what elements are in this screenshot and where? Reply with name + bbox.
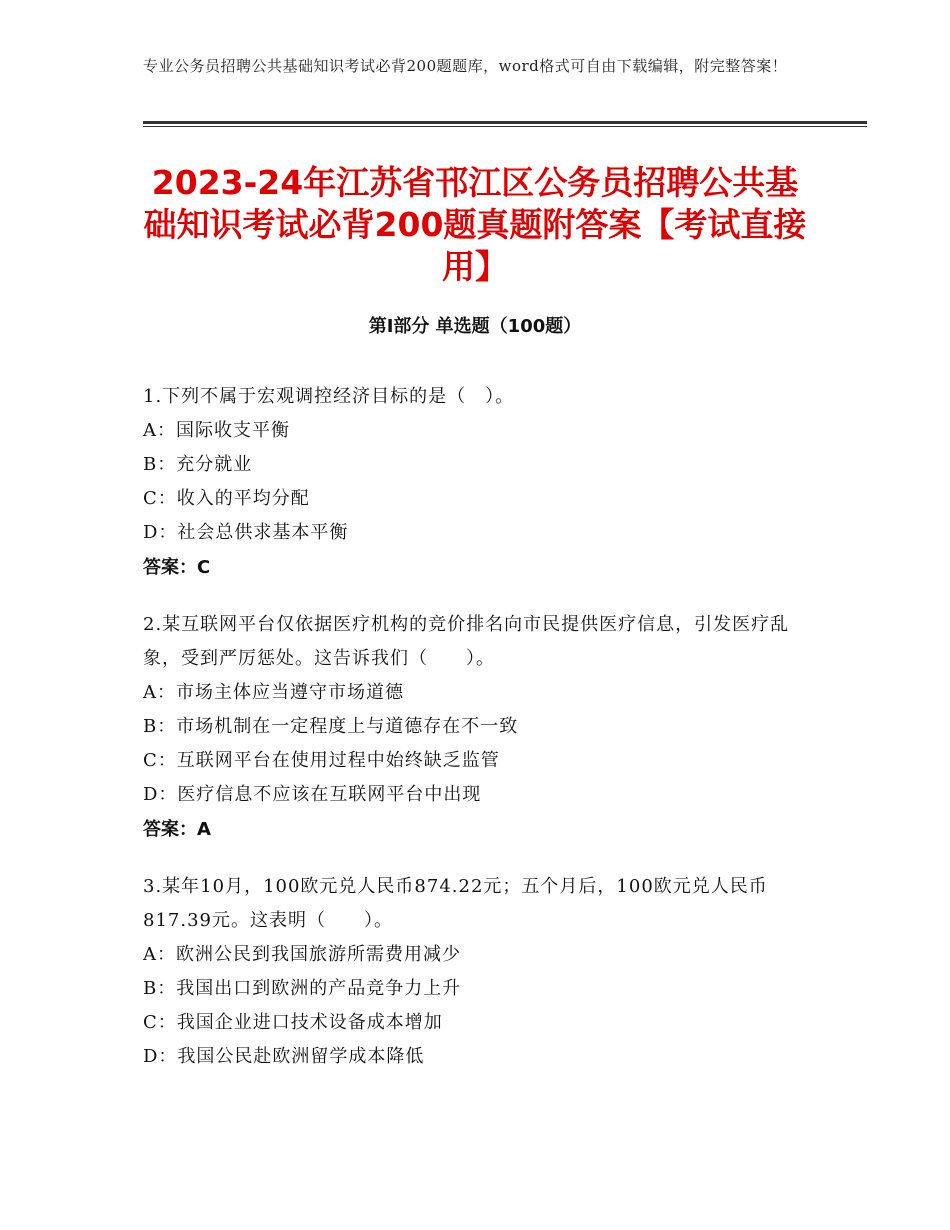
- answer-value: A: [197, 819, 211, 840]
- option-a: A：欧洲公民到我国旅游所需费用减少: [143, 944, 461, 965]
- option-c: C：我国企业进口技术设备成本增加: [143, 1012, 443, 1033]
- document-title: 2023-24年江苏省邗江区公务员招聘公共基础知识考试必背200题真题附答案【考试直接用】: [143, 163, 807, 286]
- question-stem: 3.某年10月，100欧元兑人民币874.22元；五个月后，100欧元兑人民币817.39元。这表明（ ）。: [143, 876, 768, 931]
- question-list: [143, 380, 803, 1096]
- question-2: [143, 608, 803, 848]
- option-a: A：市场主体应当遵守市场道德: [143, 682, 404, 703]
- section-title: 第Ⅰ部分 单选题（100题）: [368, 316, 582, 337]
- question-stem: 1.下列不属于宏观调控经济目标的是（ ）。: [143, 386, 515, 407]
- answer-line: [143, 812, 803, 848]
- question-stem: 2.某互联网平台仅依据医疗机构的竞价排名向市民提供医疗信息，引发医疗乱象，受到严厉惩处。这告诉我们（ ）。: [143, 614, 790, 669]
- option-c: C：收入的平均分配: [143, 488, 310, 509]
- option-b: B：市场机制在一定程度上与道德存在不一致: [143, 716, 519, 737]
- option-d: D：医疗信息不应该在互联网平台中出现: [143, 784, 482, 805]
- answer-label: 答案：: [143, 557, 197, 578]
- option-b: B：充分就业: [143, 454, 253, 475]
- answer-value: C: [197, 557, 211, 578]
- question-1: [143, 380, 803, 586]
- option-b: B：我国出口到欧洲的产品竞争力上升: [143, 978, 462, 999]
- option-c: C：互联网平台在使用过程中始终缺乏监管: [143, 750, 500, 771]
- option-a: A：国际收支平衡: [143, 420, 290, 441]
- header-rule-thin: [143, 126, 867, 127]
- answer-line: [143, 550, 803, 586]
- header-note: 专业公务员招聘公共基础知识考试必背200题题库，word格式可自由下载编辑，附完整答案！: [143, 57, 788, 75]
- option-d: D：我国公民赴欧洲留学成本降低: [143, 1046, 425, 1067]
- header-rule-thick: [143, 121, 867, 124]
- answer-label: 答案：: [143, 819, 197, 840]
- option-d: D：社会总供求基本平衡: [143, 522, 349, 543]
- question-3: [143, 870, 803, 1074]
